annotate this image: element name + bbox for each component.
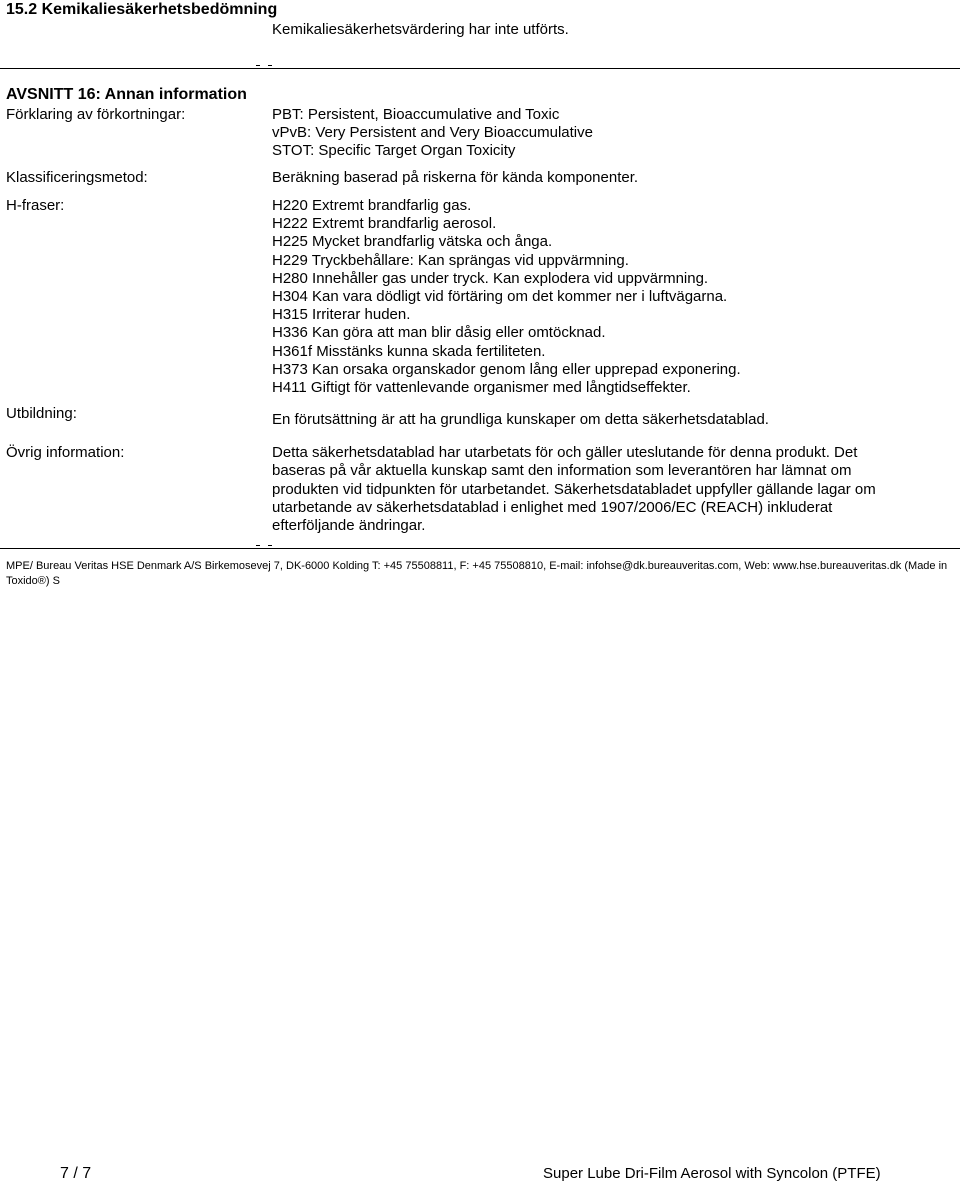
h-phrase-item: H280 Innehåller gas under tryck. Kan explodera vid uppvärmning. bbox=[272, 269, 709, 287]
other-info-line: utarbetande av säkerhetsdatablad i enlighet med 1907/2006/EC (REACH) inkluderat bbox=[272, 498, 833, 516]
divider-tick bbox=[256, 545, 272, 547]
product-name: Super Lube Dri-Film Aerosol with Syncolon (PTFE) bbox=[543, 1165, 881, 1182]
section-15-2-text: Kemikaliesäkerhetsvärdering har inte utförts. bbox=[272, 21, 569, 38]
other-info-line: efterföljande ändringar. bbox=[272, 517, 426, 535]
h-phrase-item: H225 Mycket brandfarlig vätska och ånga. bbox=[272, 233, 553, 251]
abbreviation-item: PBT: Persistent, Bioaccumulative and Toxic bbox=[272, 106, 560, 123]
divider-tick bbox=[256, 65, 272, 67]
abbreviations-label: Förklaring av förkortningar: bbox=[6, 106, 186, 123]
h-phrase-item: H361f Misstänks kunna skada fertiliteten. bbox=[272, 342, 546, 360]
h-phrase-item: H315 Irriterar huden. bbox=[272, 306, 411, 324]
footer-address-line: Toxido®) S bbox=[6, 575, 60, 587]
classification-method-label: Klassificeringsmetod: bbox=[6, 169, 148, 186]
training-value: En förutsättning är att ha grundliga kunskaper om detta säkerhetsdatablad. bbox=[272, 411, 769, 428]
h-phrase-item: H304 Kan vara dödligt vid förtäring om det kommer ner i luftvägarna. bbox=[272, 287, 728, 305]
h-phrases-label: H-fraser: bbox=[6, 197, 65, 214]
other-info-paragraph bbox=[272, 444, 876, 535]
h-phrase-item: H411 Giftigt för vattenlevande organismer med långtidseffekter. bbox=[272, 378, 691, 396]
section-divider bbox=[0, 68, 960, 69]
h-phrases-list bbox=[272, 197, 741, 397]
footer-address-line: MPE/ Bureau Veritas HSE Denmark A/S Birkemosevej 7, DK-6000 Kolding T: +45 75508811, F: +45 75508810, E-mail: infohse@dk.bureauveritas.com, Web: www.hse.bureauveritas.dk (Made in bbox=[6, 560, 948, 572]
other-info-line: Detta säkerhetsdatablad har utarbetats för och gäller uteslutande för denna produkt. Det bbox=[272, 444, 858, 461]
footer-divider bbox=[0, 548, 960, 549]
h-phrase-item: H220 Extremt brandfarlig gas. bbox=[272, 197, 472, 214]
other-info-line: produkten vid tidpunkten för utarbetandet. Säkerhetsdatabladet uppfyller gällande lagar om bbox=[272, 480, 876, 498]
abbreviation-item: vPvB: Very Persistent and Very Bioaccumulative bbox=[272, 124, 593, 141]
section-16-heading: AVSNITT 16: Annan information bbox=[6, 86, 247, 103]
other-info-label: Övrig information: bbox=[6, 444, 125, 461]
classification-method-value: Beräkning baserad på riskerna för kända komponenter. bbox=[272, 169, 639, 186]
abbreviation-item: STOT: Specific Target Organ Toxicity bbox=[272, 142, 516, 159]
h-phrase-item: H222 Extremt brandfarlig aerosol. bbox=[272, 215, 497, 233]
other-info-line: baseras på vår aktuella kunskap samt den information som leverantören har lämnat om bbox=[272, 462, 852, 480]
h-phrase-item: H229 Tryckbehållare: Kan sprängas vid uppvärmning. bbox=[272, 251, 629, 269]
training-label: Utbildning: bbox=[6, 405, 77, 422]
h-phrase-item: H336 Kan göra att man blir dåsig eller omtöcknad. bbox=[272, 324, 606, 342]
page-number: 7 / 7 bbox=[60, 1165, 92, 1182]
h-phrase-item: H373 Kan orsaka organskador genom lång eller upprepad exponering. bbox=[272, 360, 741, 378]
section-15-2-heading: 15.2 Kemikaliesäkerhetsbedömning bbox=[6, 1, 278, 18]
